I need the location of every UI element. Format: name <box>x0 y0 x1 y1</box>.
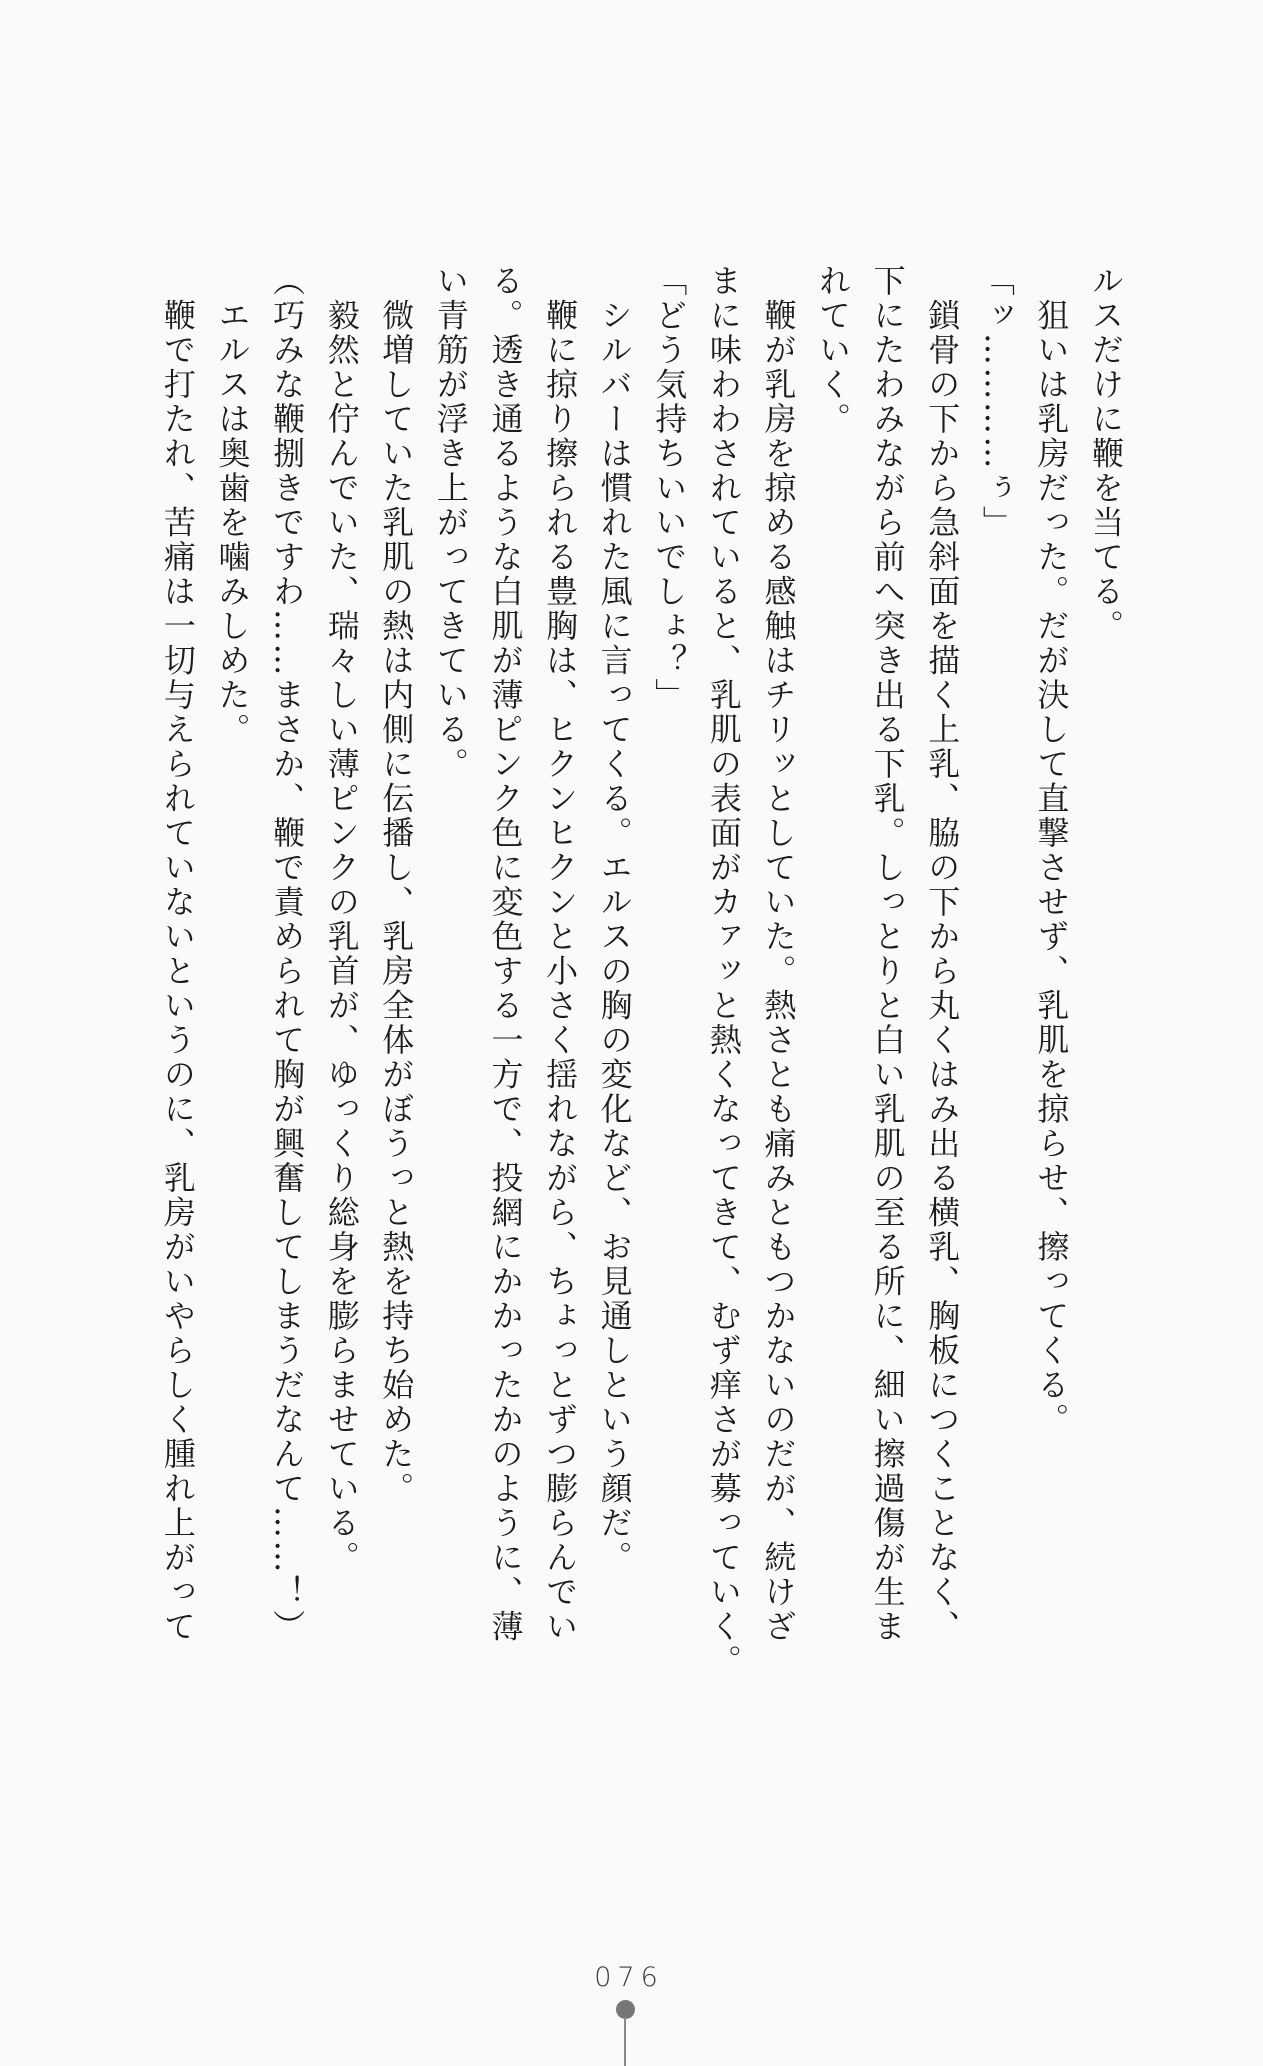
text-column: る。透き通るような白肌が薄ピンク色に変色する一方で、投網にかかったかのように、薄 <box>486 264 525 1644</box>
text-column: 微増していた乳肌の熱は内側に伝播し、乳房全体がぼうっと熱を持ち始めた。 <box>377 264 416 1506</box>
text-column: 毅然と佇んでいた、瑞々しい薄ピンクの乳首が、ゆっくり総身を膨らませている。 <box>322 264 361 1575</box>
text-column: 「ッ…………ぅ」 <box>977 264 1016 540</box>
text-column: 狙いは乳房だった。だが決して直撃させず、乳肌を掠らせ、擦ってくる。 <box>1032 264 1071 1437</box>
text-column: 鞭が乳房を掠める感触はチリッとしていた。熱さとも痛みともつかないのだが、続けざ <box>759 264 798 1644</box>
text-column: 鎖骨の下から急斜面を描く上乳、脇の下から丸くはみ出る横乳、胸板につくことなく、 <box>923 264 962 1644</box>
text-column: エルスは奥歯を噛みしめた。 <box>213 264 252 747</box>
text-column: 鞭で打たれ、苦痛は一切与えられていないというのに、乳房がいやらしく腫れ上がって <box>158 264 197 1644</box>
page-marker-line <box>624 2017 626 2066</box>
text-column: 「どう気持ちいいでしょ？」 <box>650 264 689 713</box>
page-number: 076 <box>594 1962 664 1993</box>
text-column: れていく。 <box>814 264 853 437</box>
text-column: シルバーは慣れた風に言ってくる。エルスの胸の変化など、お見通しという顔だ。 <box>595 264 634 1575</box>
text-column: まに味わわされていると、乳肌の表面がカァッと熱くなってきて、むず痒さが募っていく。 <box>704 264 743 1679</box>
page-marker-dot-icon <box>616 2000 635 2019</box>
text-column: 鞭に掠り擦られる豊胸は、ヒクンヒクンと小さく揺れながら、ちょっとずつ膨らんでい <box>541 264 580 1644</box>
text-column: 下にたわみながら前へ突き出る下乳。しっとりと白い乳肌の至る所に、細い擦過傷が生ま <box>868 264 907 1644</box>
body-text-block <box>150 264 1133 1724</box>
text-column: ルスだけに鞭を当てる。 <box>1087 264 1125 644</box>
text-column: （巧みな鞭捌きですわ……まさか、鞭で責められて胸が興奮してしまうだなんて……！） <box>268 264 307 1644</box>
text-column: い青筋が浮き上がってきている。 <box>431 264 470 782</box>
